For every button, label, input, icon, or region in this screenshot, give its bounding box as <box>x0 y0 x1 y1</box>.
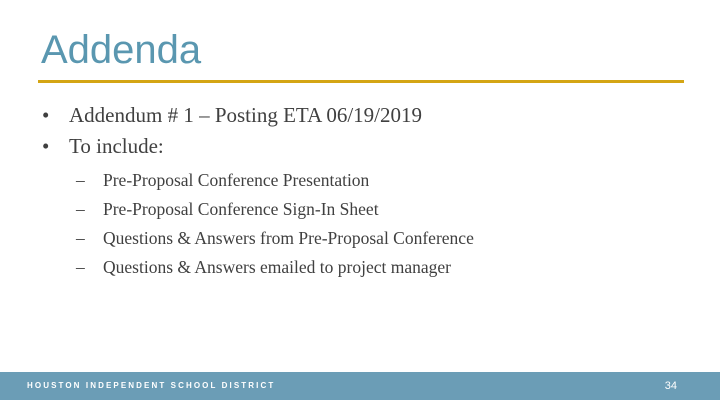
sub-bullet-text: Pre-Proposal Conference Presentation <box>103 170 370 190</box>
bullet-item <box>42 131 422 162</box>
slide-title: Addenda <box>41 28 202 72</box>
sub-bullet-item <box>76 195 474 224</box>
dash-icon: – <box>76 170 85 190</box>
dash-icon: – <box>76 257 85 277</box>
bullet-icon: • <box>42 134 50 158</box>
sub-bullet-item <box>76 224 474 253</box>
bullet-icon: • <box>42 103 50 127</box>
footer-organization: HOUSTON INDEPENDENT SCHOOL DISTRICT <box>27 381 276 390</box>
page-number: 34 <box>664 380 677 392</box>
dash-icon: – <box>76 199 85 219</box>
bullet-list <box>42 100 422 162</box>
sub-bullet-item <box>76 166 474 195</box>
bullet-item <box>42 100 422 131</box>
bullet-text: To include: <box>69 134 164 158</box>
sub-bullet-item <box>76 253 474 282</box>
footer-bar <box>0 372 720 400</box>
sub-bullet-list <box>76 166 474 282</box>
dash-icon: – <box>76 228 85 248</box>
sub-bullet-text: Questions & Answers from Pre-Proposal Conference <box>103 228 474 248</box>
title-divider <box>38 80 684 83</box>
bullet-text: Addendum # 1 – Posting ETA 06/19/2019 <box>69 103 422 127</box>
sub-bullet-text: Questions & Answers emailed to project manager <box>103 257 451 277</box>
sub-bullet-text: Pre-Proposal Conference Sign-In Sheet <box>103 199 379 219</box>
